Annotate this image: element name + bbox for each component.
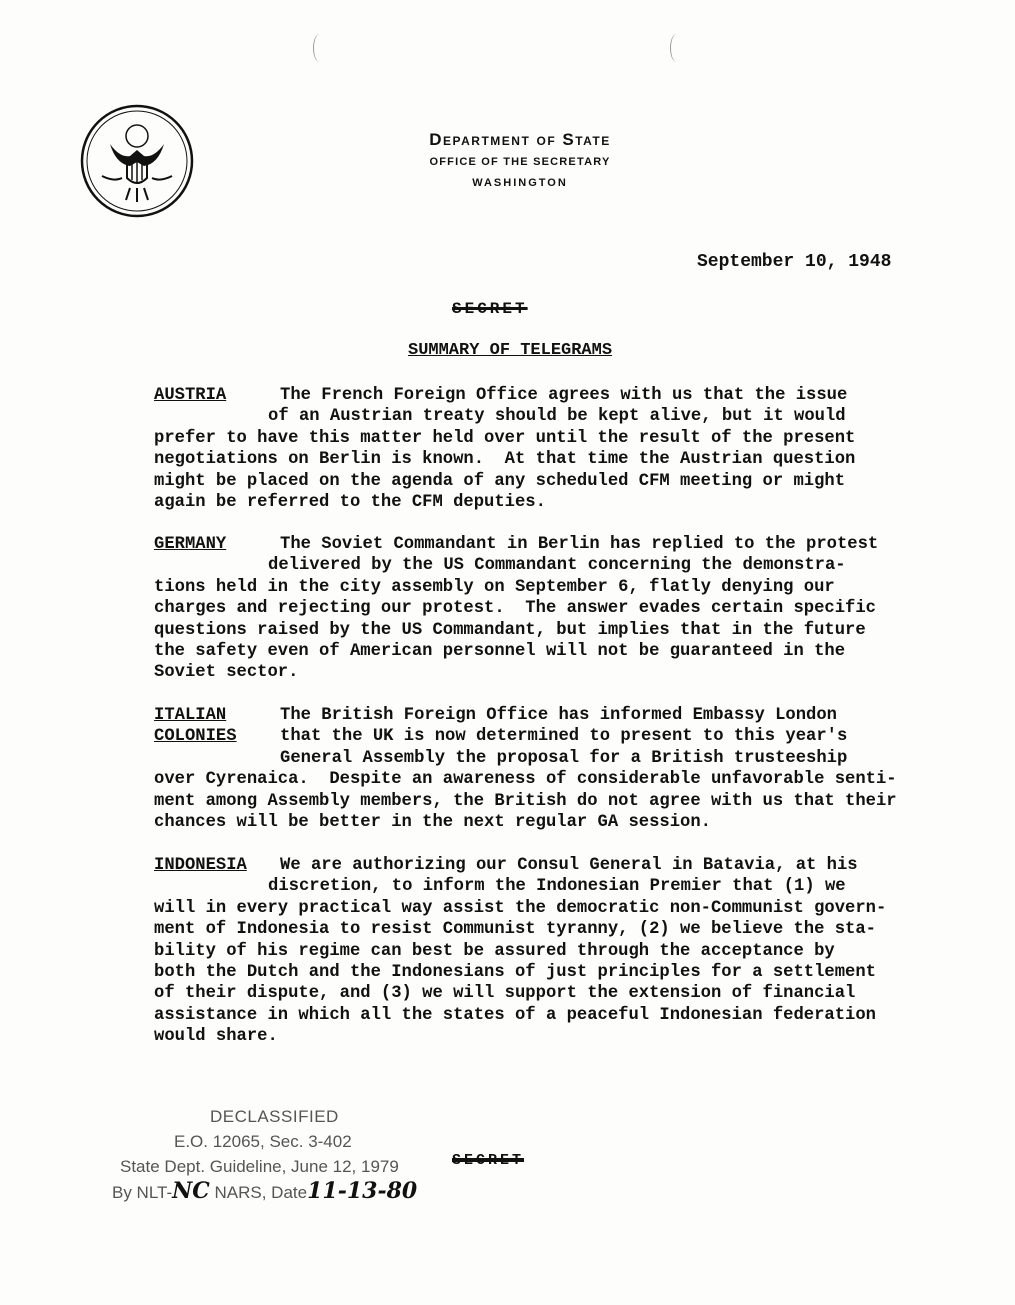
telegram-line xyxy=(154,919,934,940)
telegram-text: over Cyrenaica. Despite an awareness of considerable unfavorable senti- xyxy=(154,770,897,790)
telegram-text: chances will be better in the next regular GA session. xyxy=(154,812,711,832)
document-date: September 10, 1948 xyxy=(697,252,892,272)
section-label: COLONIES xyxy=(154,727,237,747)
section-germany xyxy=(154,534,934,684)
stamp-line-3: State Dept. Guideline, June 12, 1979 xyxy=(120,1157,399,1176)
telegram-text: will in every practical way assist the democratic non-Communist govern- xyxy=(154,898,887,918)
stamp-date: 11-13-80 xyxy=(307,1178,418,1204)
telegram-text: both the Dutch and the Indonesians of just principles for a settlement xyxy=(154,962,876,982)
telegram-line xyxy=(154,726,934,747)
telegram-text: again be referred to the CFM deputies. xyxy=(154,492,546,512)
section-italian-colonies xyxy=(154,705,934,833)
stamp-initials: NC xyxy=(172,1178,210,1204)
telegram-line xyxy=(154,812,934,833)
punch-hole-left xyxy=(313,34,326,62)
telegram-line xyxy=(154,449,934,470)
great-seal-icon xyxy=(80,104,194,218)
telegram-text: of their dispute, and (3) we will support the extension of financial xyxy=(154,984,856,1004)
telegram-text: The Soviet Commandant in Berlin has replied to the protest xyxy=(280,535,879,554)
telegram-text: bility of his regime can best be assured through the acceptance by xyxy=(154,941,835,961)
telegram-line xyxy=(154,598,934,619)
stamp-line-1: DECLASSIFIED xyxy=(210,1107,339,1126)
city-name: WASHINGTON xyxy=(472,177,568,189)
telegram-line xyxy=(154,662,934,683)
telegram-text: might be placed on the agenda of any scheduled CFM meeting or might xyxy=(154,471,846,491)
telegram-text: prefer to have this matter held over until the result of the present xyxy=(154,428,856,448)
telegram-text: assistance in which all the states of a peaceful Indonesian federation xyxy=(154,1005,876,1025)
section-indonesia xyxy=(154,855,934,1048)
stamp-mid: NARS, Date xyxy=(209,1183,308,1202)
telegram-text: charges and rejecting our protest. The answer evades certain specific xyxy=(154,599,876,619)
telegram-line xyxy=(154,406,934,427)
telegram-line xyxy=(154,983,934,1004)
telegram-line xyxy=(154,769,934,790)
telegram-text: Soviet sector. xyxy=(154,663,299,683)
telegram-text: of an Austrian treaty should be kept alive, but it would xyxy=(268,407,846,427)
telegram-line xyxy=(154,385,934,406)
telegram-text: We are authorizing our Consul General in Batavia, at his xyxy=(280,856,858,875)
telegram-line xyxy=(154,534,934,555)
declassification-stamp xyxy=(112,1104,417,1205)
telegram-text: The British Foreign Office has informed Embassy London xyxy=(280,706,837,725)
section-austria xyxy=(154,385,934,513)
telegram-line xyxy=(154,492,934,513)
letterhead xyxy=(360,130,680,189)
telegram-line xyxy=(154,428,934,449)
section-label: INDONESIA xyxy=(154,856,247,875)
telegram-line xyxy=(154,641,934,662)
telegram-text: ment among Assembly members, the British do not agree with us that their xyxy=(154,791,897,811)
telegram-line xyxy=(154,791,934,812)
section-label: AUSTRIA xyxy=(154,386,227,405)
telegram-line xyxy=(154,1026,934,1047)
section-label: ITALIAN xyxy=(154,706,227,725)
telegram-text: the safety even of American personnel will not be guaranteed in the xyxy=(154,641,846,661)
telegram-line xyxy=(154,1005,934,1026)
telegram-line xyxy=(154,876,934,897)
stamp-line-2: E.O. 12065, Sec. 3-402 xyxy=(174,1132,352,1151)
punch-hole-right xyxy=(670,34,683,62)
telegram-text: ment of Indonesia to resist Communist tyranny, (2) we believe the sta- xyxy=(154,920,876,940)
telegram-text: would share. xyxy=(154,1027,278,1047)
telegram-line xyxy=(154,705,934,726)
telegram-line xyxy=(154,577,934,598)
department-name: Department of State xyxy=(429,130,611,149)
telegram-line xyxy=(154,748,934,769)
telegram-line xyxy=(154,941,934,962)
office-name: OFFICE OF THE SECRETARY xyxy=(429,156,611,168)
classification-top: SECRET xyxy=(452,300,528,318)
telegram-line xyxy=(154,555,934,576)
telegram-text: General Assembly the proposal for a British trusteeship xyxy=(280,748,848,768)
telegram-text: delivered by the US Commandant concerning the demonstra- xyxy=(268,556,846,576)
telegram-text: questions raised by the US Commandant, but implies that in the future xyxy=(154,620,866,640)
telegram-line xyxy=(154,855,934,876)
telegram-text: tions held in the city assembly on September 6, flatly denying our xyxy=(154,577,835,597)
telegram-line xyxy=(154,898,934,919)
section-label: GERMANY xyxy=(154,535,227,554)
classification-bottom: SECRET xyxy=(452,1152,525,1169)
telegram-text: The French Foreign Office agrees with us that the issue xyxy=(280,386,848,405)
stamp-line-4 xyxy=(112,1179,417,1205)
telegram-line xyxy=(154,471,934,492)
document-heading: SUMMARY OF TELEGRAMS xyxy=(408,341,613,360)
telegram-line xyxy=(154,620,934,641)
telegram-text: discretion, to inform the Indonesian Premier that (1) we xyxy=(268,877,846,897)
stamp-prefix: By NLT- xyxy=(112,1183,173,1202)
telegram-line xyxy=(154,962,934,983)
telegram-text: negotiations on Berlin is known. At that time the Austrian question xyxy=(154,450,856,470)
telegram-text: that the UK is now determined to present to this year's xyxy=(280,727,848,747)
